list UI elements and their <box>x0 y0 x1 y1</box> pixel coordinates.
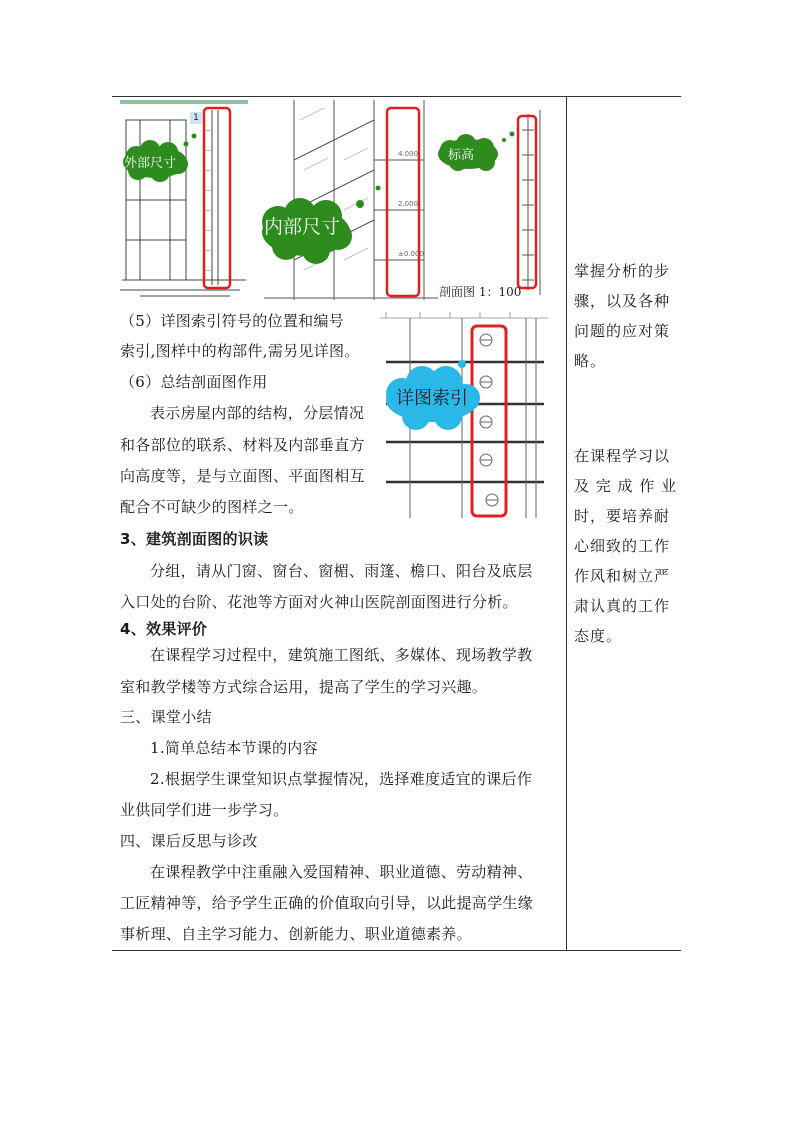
interior-dimension-cloud <box>258 196 354 268</box>
reflection-line-2: 工匠精神等，给予学生正确的价值取向引导，以此提高学生缘 <box>120 894 534 912</box>
point-5-line-2: 索引,图样中的构部件,需另见详图。 <box>120 342 360 360</box>
summary-heading: 三、课堂小结 <box>120 708 212 726</box>
side-note-attitude-line: 肃认真的工作 <box>574 597 671 615</box>
detail-index-label: 详图索引 <box>396 388 468 409</box>
side-note-attitude-line: 在课程学习以 <box>574 447 671 465</box>
svg-text:4.000: 4.000 <box>398 150 419 158</box>
side-note-attitude-line: 态度。 <box>574 627 623 645</box>
summary-item-2-line-2: 业供同学们进一步学习。 <box>120 801 289 819</box>
table-column-divider <box>566 96 567 950</box>
summary-item-2-line-1: 2.根据学生课堂知识点掌握情况，选择难度适宜的课后作 <box>150 770 533 788</box>
point-6-body-3: 向高度等，是与立面图、平面图相互 <box>120 467 365 485</box>
side-note-attitude-line: 及 完 成 作 业 <box>574 477 678 495</box>
section-4-line-2: 室和教学楼等方式综合运用，提高了学生的学习兴趣。 <box>120 678 488 696</box>
section-3-line-2: 入口处的台阶、花池等方面对火神山医院剖面图进行分析。 <box>120 593 518 611</box>
exterior-dimension-cloud <box>120 140 190 184</box>
side-note-attitude-line: 作风和树立严 <box>574 567 671 585</box>
svg-text:±0.000: ±0.000 <box>398 250 424 258</box>
section-4-heading: 4、效果评价 <box>120 620 208 638</box>
elevation-label: 标高 <box>448 148 475 163</box>
point-6-body-1: 表示房屋内部的结构，分层情况 <box>150 404 365 422</box>
side-note-attitude <box>574 441 680 651</box>
section-3-line-1: 分组，请从门窗、窗台、窗楣、雨篷、檐口、阳台及底层 <box>150 562 533 580</box>
reflection-line-1: 在课程教学中注重融入爱国精神、职业道德、劳动精神、 <box>150 863 533 881</box>
detail-index-cloud <box>382 366 482 432</box>
side-note-analysis-line: 骤，以及各种 <box>574 292 671 310</box>
section-caption: 剖面图 1：100 <box>439 285 522 299</box>
side-note-analysis-line: 问题的应对策 <box>574 322 671 340</box>
side-note-attitude-line: 时，要培养耐 <box>574 507 671 525</box>
point-6-body-2: 和各部位的联系、材料及内部垂直方 <box>120 436 365 454</box>
table-top-border <box>112 96 681 97</box>
section-figure-elevation <box>436 100 552 300</box>
section-3-heading: 3、建筑剖面图的识读 <box>120 530 269 548</box>
reflection-heading: 四、课后反思与诊改 <box>120 832 258 850</box>
table-bottom-border <box>112 950 681 951</box>
side-note-analysis <box>574 256 680 376</box>
section-4-line-1: 在课程学习过程中，建筑施工图纸、多媒体、现场教学教 <box>150 646 533 664</box>
point-6-body-4: 配合不可缺少的图样之一。 <box>120 498 304 516</box>
side-note-analysis-line: 掌握分析的步 <box>574 262 671 280</box>
reflection-line-3: 事析理、自主学习能力、创新能力、职业道德素养。 <box>120 925 472 943</box>
elevation-cloud <box>436 134 500 174</box>
figure-marker: 1 <box>190 112 202 124</box>
side-note-analysis-line: 略。 <box>574 352 607 370</box>
point-5-line-1: （5）详图索引符号的位置和编号 <box>120 312 345 330</box>
svg-text:2.000: 2.000 <box>398 200 419 208</box>
side-note-attitude-line: 心细致的工作 <box>574 537 671 555</box>
section-figure-exterior <box>120 100 248 300</box>
point-6-heading: （6）总结剖面图作用 <box>120 373 268 391</box>
exterior-dimension-label: 外部尺寸 <box>124 156 177 171</box>
summary-item-1: 1.简单总结本节课的内容 <box>150 739 318 757</box>
interior-dimension-label: 内部尺寸 <box>264 216 341 238</box>
